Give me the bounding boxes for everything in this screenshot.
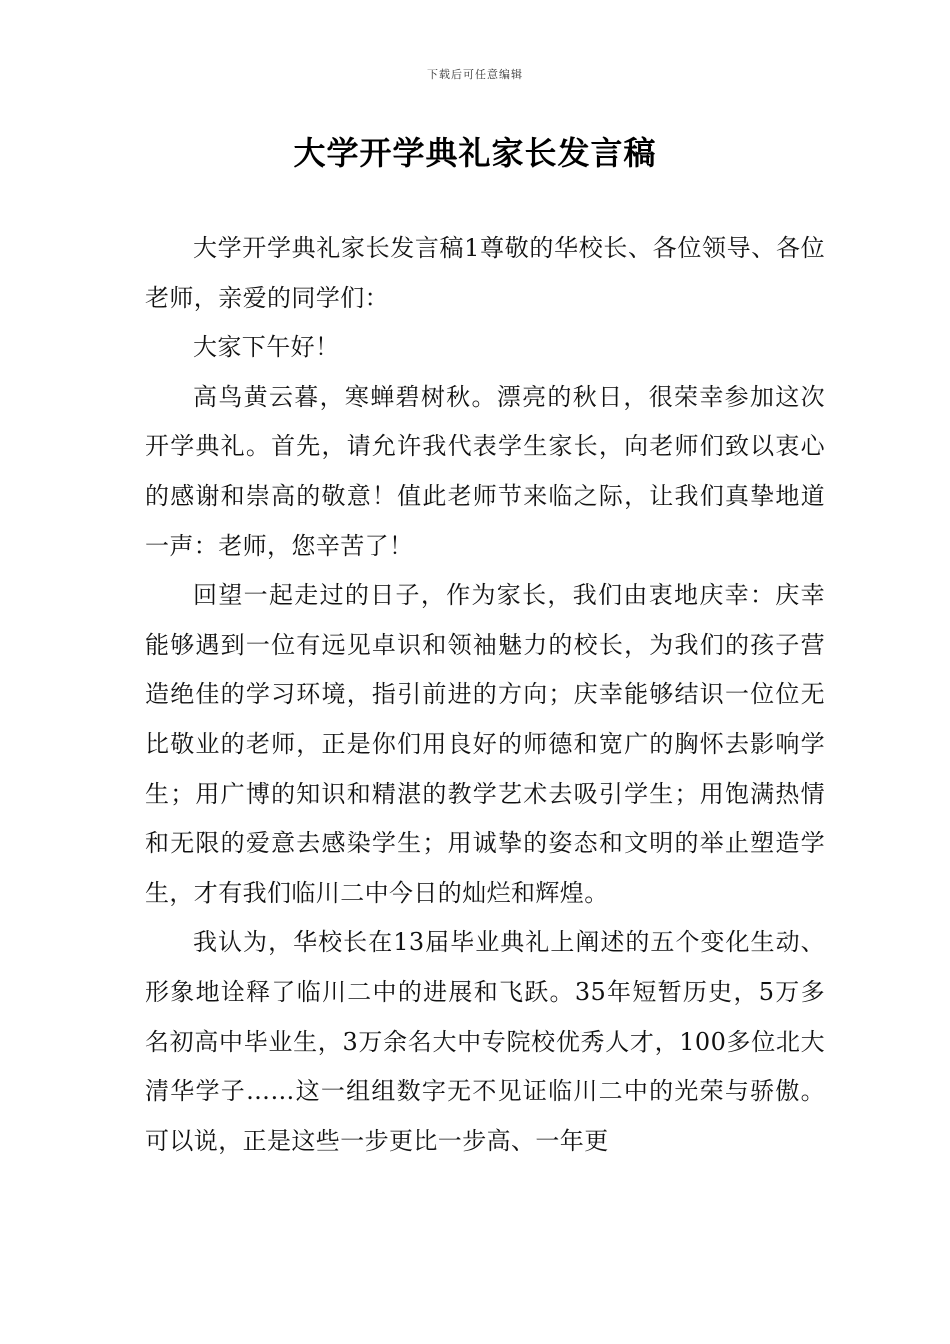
paragraph-gratitude: 回望一起走过的日子，作为家长，我们由衷地庆幸：庆幸能够遇到一位有远见卓识和领袖魅力的校长，为我们的孩子营造绝佳的学习环境，指引前进的方向；庆幸能够结识一位位无比敬业的老师，正是你们用良好的师德和宽广的胸怀去影响学生；用广博的知识和精湛的教学艺术去吸引学生；用饱满热情和无限的爱意去感染学生；用诚挚的姿态和文明的举止塑造学生，才有我们临川二中今日的灿烂和辉煌。 bbox=[145, 581, 825, 907]
paragraph-achievements: 我认为，华校长在13届毕业典礼上阐述的五个变化生动、形象地诠释了临川二中的进展和飞跃。35年短暂历史，5万多名初高中毕业生，3万余名大中专院校优秀人才，100多位北大清华学子……这一组组数字无不见证临川二中的光荣与骄傲。可以说，正是这些一步更比一步高、一年更 bbox=[145, 928, 825, 1155]
paragraph-salutation: 大学开学典礼家长发言稿1尊敬的华校长、各位领导、各位老师，亲爱的同学们： bbox=[145, 234, 825, 312]
header-note: 下载后可任意编辑 bbox=[427, 68, 523, 81]
document-body bbox=[145, 224, 825, 1166]
paragraph-greeting: 大家下午好！ bbox=[193, 333, 340, 362]
document-title: 大学开学典礼家长发言稿 bbox=[293, 134, 657, 172]
paragraph-opening: 高鸟黄云暮，寒蝉碧树秋。漂亮的秋日，很荣幸参加这次开学典礼。首先，请允许我代表学生家长，向老师们致以衷心的感谢和崇高的敬意！值此老师节来临之际，让我们真挚地道一声：老师，您辛苦了！ bbox=[145, 382, 825, 560]
